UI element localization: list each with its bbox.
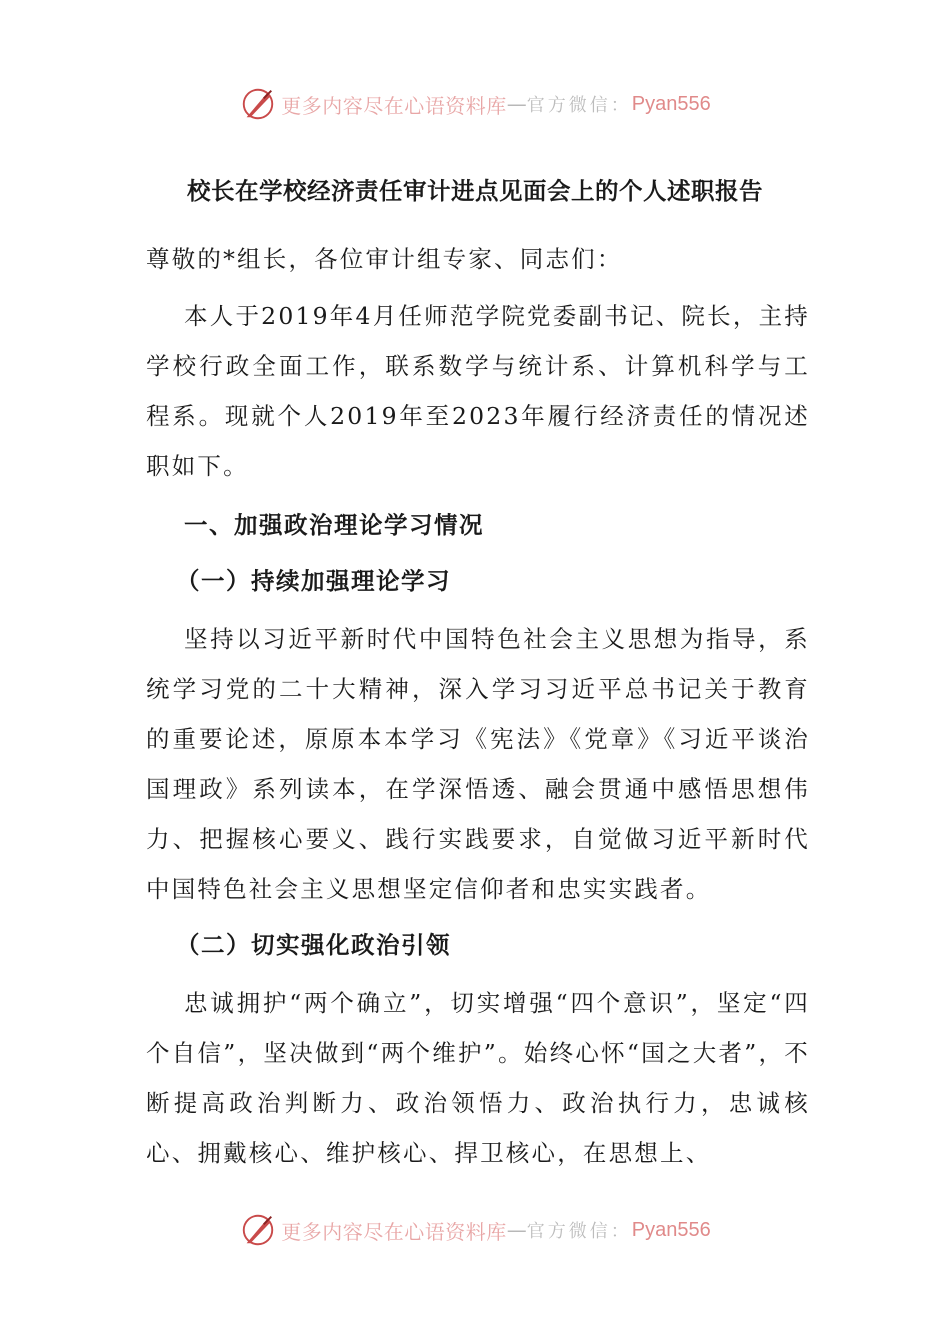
watermark-separator: — (506, 1218, 527, 1242)
subsection-heading-1: （一）持续加强理论学习 (176, 567, 451, 595)
watermark-wechat-label: 官方微信： (526, 95, 632, 116)
subsection-2-body: 忠诚拥护“两个确立”，切实增强“四个意识”，坚定“四个自信”，坚决做到“两个维护”。始终心怀“国之大者”，不断提高政治判断力、政治领悟力、政治执行力，忠诚核心、拥戴核心、维护核心、捍卫核心，在思想上、 (146, 989, 810, 1167)
intro-paragraph: 本人于2019年4月任师范学院党委副书记、院长，主持学校行政全面工作，联系数学与统计系、计算机科学与工程系。现就个人2019年至2023年履行经济责任的情况述职如下。 (146, 302, 810, 480)
watermark-banner-bottom (0, 1208, 950, 1252)
watermark-banner-top (0, 82, 950, 126)
quill-logo-icon (239, 1211, 277, 1249)
watermark-main-text: 更多内容尽在心语资料库 (281, 1219, 507, 1244)
document-title: 校长在学校经济责任审计进点见面会上的个人述职报告 (187, 177, 763, 205)
subsection-1-body: 坚持以习近平新时代中国特色社会主义思想为指导，系统学习党的二十大精神，深入学习习近平总书记关于教育的重要论述，原原本本学习《宪法》《党章》《习近平谈治国理政》系列读本，在学深悟透、融会贯通中感悟思想伟力、把握核心要义、践行实践要求，自觉做习近平新时代中国特色社会主义思想坚定信仰者和忠实实践者。 (146, 625, 810, 903)
watermark-separator: — (506, 92, 527, 116)
section-heading-1: 一、加强政治理论学习情况 (184, 511, 484, 539)
quill-logo-icon (239, 85, 277, 123)
watermark-wechat-id: Pyan556 (631, 1218, 711, 1241)
watermark-main-text: 更多内容尽在心语资料库 (281, 93, 507, 118)
subsection-heading-2: （二）切实强化政治引领 (176, 931, 451, 959)
watermark-wechat-id: Pyan556 (631, 92, 711, 115)
watermark-wechat-label: 官方微信： (526, 1221, 632, 1242)
salutation: 尊敬的*组长，各位审计组专家、同志们： (146, 245, 623, 273)
